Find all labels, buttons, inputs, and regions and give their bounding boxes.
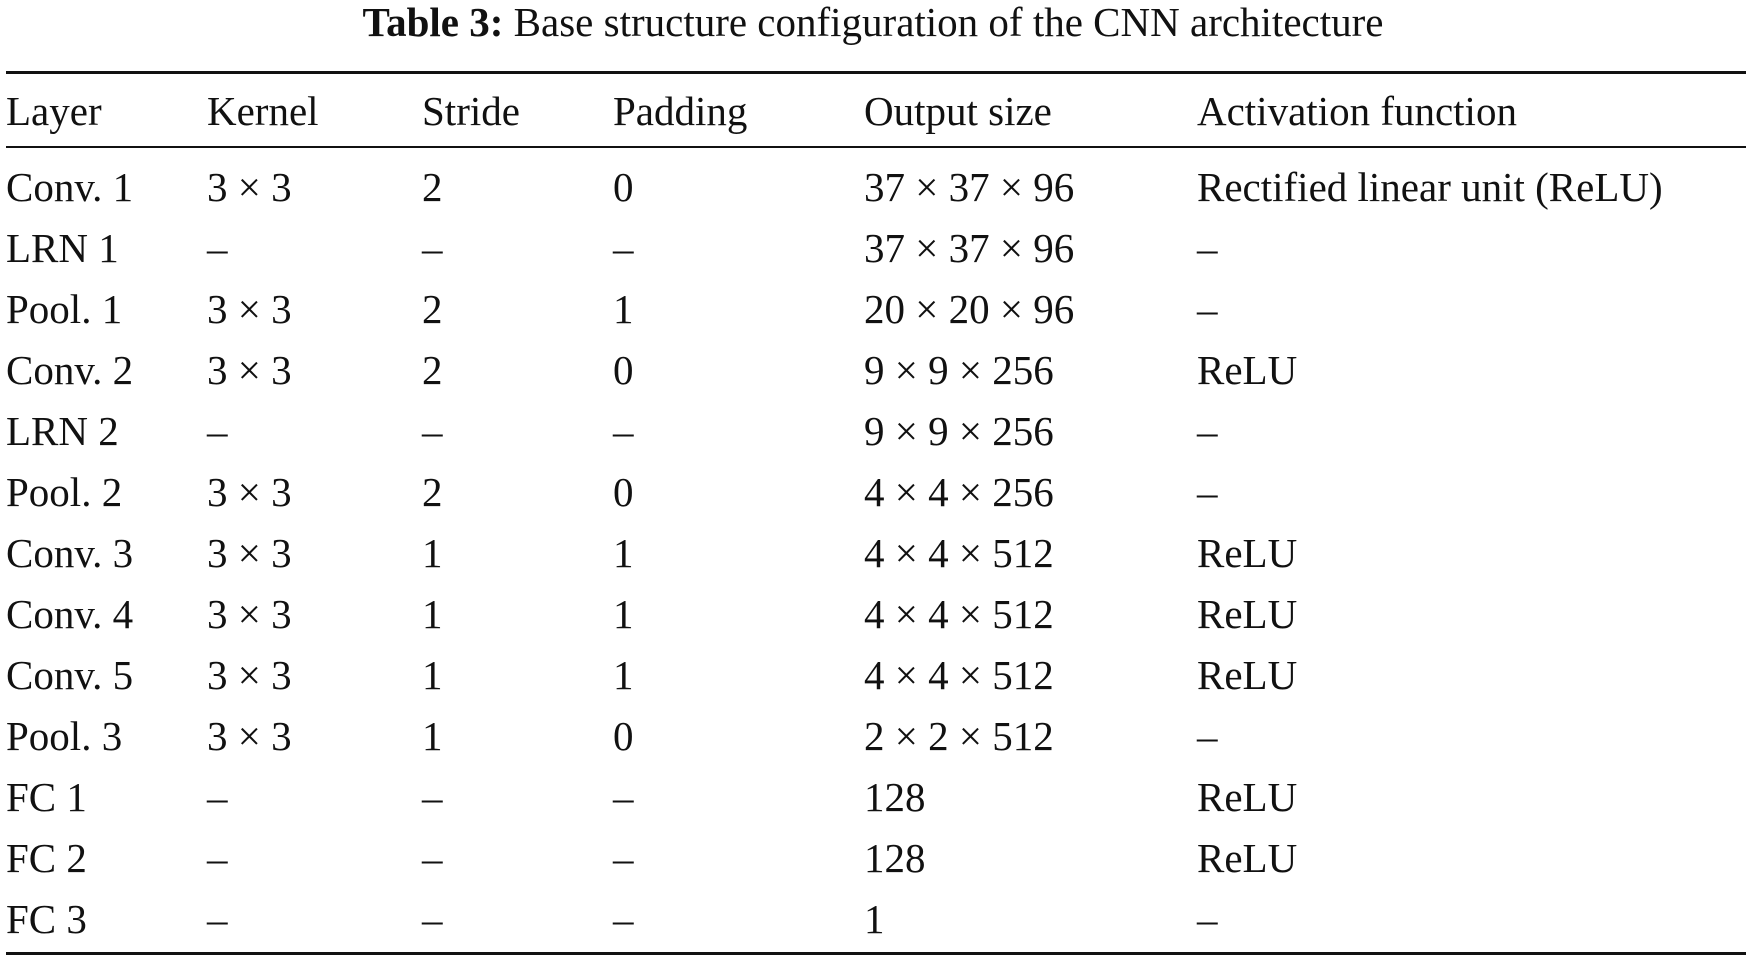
cell-layer: Conv. 3 xyxy=(6,530,134,576)
cell-padding: 1 xyxy=(613,591,634,637)
header-kernel: Kernel xyxy=(207,88,319,134)
cell-output-size: 4 × 4 × 512 xyxy=(864,591,1054,637)
cell-kernel: – xyxy=(207,408,228,454)
table-row xyxy=(0,890,1746,948)
table-row xyxy=(0,402,1746,460)
cell-padding: – xyxy=(613,408,634,454)
cell-layer: LRN 2 xyxy=(6,408,119,454)
header-output-size: Output size xyxy=(864,88,1052,134)
cell-stride: 1 xyxy=(422,530,443,576)
cell-activation: ReLU xyxy=(1197,591,1298,637)
table-row xyxy=(0,585,1746,643)
cell-padding: – xyxy=(613,225,634,271)
table-row xyxy=(0,768,1746,826)
cell-output-size: 37 × 37 × 96 xyxy=(864,225,1075,271)
cell-activation: Rectified linear unit (ReLU) xyxy=(1197,164,1663,210)
cell-layer: Pool. 3 xyxy=(6,713,123,759)
cell-kernel: – xyxy=(207,896,228,942)
table-row xyxy=(0,219,1746,277)
cell-stride: – xyxy=(422,225,443,271)
cell-output-size: 4 × 4 × 512 xyxy=(864,530,1054,576)
cell-padding: – xyxy=(613,774,634,820)
cell-output-size: 2 × 2 × 512 xyxy=(864,713,1054,759)
cell-padding: 0 xyxy=(613,713,634,759)
cell-kernel: 3 × 3 xyxy=(207,591,292,637)
cell-output-size: 128 xyxy=(864,774,926,820)
cell-activation: ReLU xyxy=(1197,530,1298,576)
cell-output-size: 9 × 9 × 256 xyxy=(864,347,1054,393)
cell-stride: 1 xyxy=(422,652,443,698)
cell-padding: – xyxy=(613,835,634,881)
header-padding: Padding xyxy=(613,88,748,134)
cell-output-size: 20 × 20 × 96 xyxy=(864,286,1075,332)
cell-activation: – xyxy=(1197,408,1218,454)
cell-output-size: 128 xyxy=(864,835,926,881)
header-stride: Stride xyxy=(422,88,520,134)
table-row xyxy=(0,646,1746,704)
cell-stride: 2 xyxy=(422,469,443,515)
cell-kernel: – xyxy=(207,835,228,881)
table-row xyxy=(0,341,1746,399)
cell-stride: – xyxy=(422,896,443,942)
cell-stride: 1 xyxy=(422,591,443,637)
table-row xyxy=(0,463,1746,521)
table-row xyxy=(0,829,1746,887)
cell-padding: – xyxy=(613,896,634,942)
table-row xyxy=(0,158,1746,216)
cell-kernel: 3 × 3 xyxy=(207,469,292,515)
cell-output-size: 4 × 4 × 256 xyxy=(864,469,1054,515)
table-header-row xyxy=(0,82,1746,140)
cell-activation: ReLU xyxy=(1197,835,1298,881)
cell-kernel: – xyxy=(207,774,228,820)
table-row xyxy=(0,707,1746,765)
cell-stride: – xyxy=(422,835,443,881)
cell-kernel: 3 × 3 xyxy=(207,286,292,332)
cell-activation: – xyxy=(1197,225,1218,271)
caption-label: Table 3: xyxy=(362,0,504,45)
cell-padding: 1 xyxy=(613,652,634,698)
table-row xyxy=(0,280,1746,338)
cell-kernel: 3 × 3 xyxy=(207,164,292,210)
cell-kernel: 3 × 3 xyxy=(207,713,292,759)
cell-layer: Conv. 4 xyxy=(6,591,134,637)
cell-activation: ReLU xyxy=(1197,774,1298,820)
cell-padding: 0 xyxy=(613,347,634,393)
cell-layer: Conv. 1 xyxy=(6,164,134,210)
cell-layer: FC 2 xyxy=(6,835,87,881)
cell-layer: Conv. 2 xyxy=(6,347,134,393)
cell-activation: – xyxy=(1197,896,1218,942)
cell-stride: – xyxy=(422,774,443,820)
cell-activation: – xyxy=(1197,286,1218,332)
cell-layer: Pool. 1 xyxy=(6,286,123,332)
caption-text: Base structure configuration of the CNN architecture xyxy=(513,0,1384,45)
cell-output-size: 9 × 9 × 256 xyxy=(864,408,1054,454)
cell-stride: 2 xyxy=(422,164,443,210)
cell-stride: 2 xyxy=(422,347,443,393)
header-activation-function: Activation function xyxy=(1197,88,1517,134)
cell-padding: 0 xyxy=(613,469,634,515)
cell-layer: FC 1 xyxy=(6,774,87,820)
header-layer: Layer xyxy=(6,88,102,134)
cell-kernel: 3 × 3 xyxy=(207,347,292,393)
cell-layer: Conv. 5 xyxy=(6,652,134,698)
cell-stride: – xyxy=(422,408,443,454)
cell-output-size: 1 xyxy=(864,896,885,942)
cell-activation: – xyxy=(1197,469,1218,515)
cell-layer: Pool. 2 xyxy=(6,469,123,515)
cell-output-size: 4 × 4 × 512 xyxy=(864,652,1054,698)
cell-padding: 1 xyxy=(613,530,634,576)
cell-output-size: 37 × 37 × 96 xyxy=(864,164,1075,210)
cell-activation: ReLU xyxy=(1197,652,1298,698)
cell-kernel: 3 × 3 xyxy=(207,530,292,576)
cell-kernel: – xyxy=(207,225,228,271)
cell-layer: LRN 1 xyxy=(6,225,119,271)
cell-layer: FC 3 xyxy=(6,896,87,942)
cell-stride: 2 xyxy=(422,286,443,332)
cell-kernel: 3 × 3 xyxy=(207,652,292,698)
cell-padding: 1 xyxy=(613,286,634,332)
table-row xyxy=(0,524,1746,582)
cell-activation: ReLU xyxy=(1197,347,1298,393)
cell-stride: 1 xyxy=(422,713,443,759)
cell-padding: 0 xyxy=(613,164,634,210)
cell-activation: – xyxy=(1197,713,1218,759)
